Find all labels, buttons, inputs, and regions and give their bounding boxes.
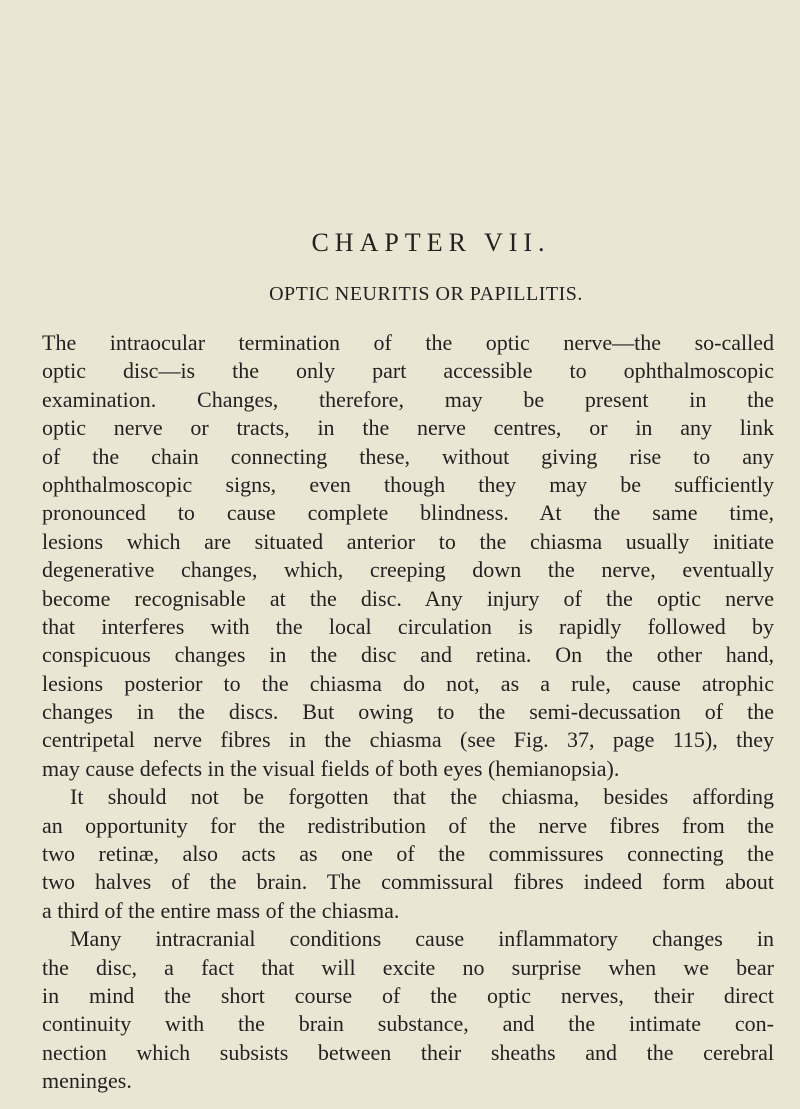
text-line: of the chain connecting these, without giving rise to any (42, 443, 774, 469)
text-line: degenerative changes, which, creeping down the nerve, eventually (42, 557, 774, 583)
text-line: the disc, a fact that will excite no surprise when we bear (42, 954, 774, 980)
text-line: changes in the discs. But owing to the semi-decussation of the (42, 699, 774, 725)
text-line: a third of the entire mass of the chiasma. (42, 897, 400, 923)
text-line: Many intracranial conditions cause inflammatory changes in (70, 926, 774, 952)
text-line: two retinæ, also acts as one of the commissures connecting the (42, 841, 774, 867)
chapter-title: OPTIC NEURITIS OR PAPILLITIS. (269, 283, 583, 305)
text-line: an opportunity for the redistribution of the nerve fibres from the (42, 812, 774, 838)
text-line: become recognisable at the disc. Any injury of the optic nerve (42, 585, 774, 611)
body-text (42, 329, 774, 1096)
text-line: centripetal nerve fibres in the chiasma (see Fig. 37, page 115), they (42, 727, 774, 753)
text-line: that interferes with the local circulation is rapidly followed by (42, 613, 774, 639)
text-line: ophthalmoscopic signs, even though they may be sufficiently (42, 471, 774, 497)
text-line: optic nerve or tracts, in the nerve centres, or in any link (42, 415, 774, 441)
text-line: nection which subsists between their sheaths and the cerebral (42, 1039, 774, 1065)
text-line: examination. Changes, therefore, may be present in the (42, 386, 774, 412)
chapter-heading: CHAPTER VII. (311, 228, 551, 257)
text-line: lesions which are situated anterior to the chiasma usually initiate (42, 528, 774, 554)
text-line: It should not be forgotten that the chiasma, besides affording (70, 784, 774, 810)
text-line: may cause defects in the visual fields of both eyes (hemianopsia). (42, 755, 620, 781)
text-line: in mind the short course of the optic nerves, their direct (42, 982, 774, 1008)
text-line: continuity with the brain substance, and the intimate con- (42, 1011, 774, 1037)
text-line: conspicuous changes in the disc and retina. On the other hand, (42, 642, 774, 668)
text-line: The intraocular termination of the optic nerve—the so-called (42, 330, 774, 355)
text-line: lesions posterior to the chiasma do not, as a rule, cause atrophic (42, 670, 774, 696)
text-line: two halves of the brain. The commissural fibres indeed form about (42, 869, 774, 895)
text-line: meninges. (42, 1068, 132, 1094)
text-line: pronounced to cause complete blindness. At the same time, (42, 500, 774, 526)
text-line: optic disc—is the only part accessible to ophthalmoscopic (42, 358, 774, 384)
